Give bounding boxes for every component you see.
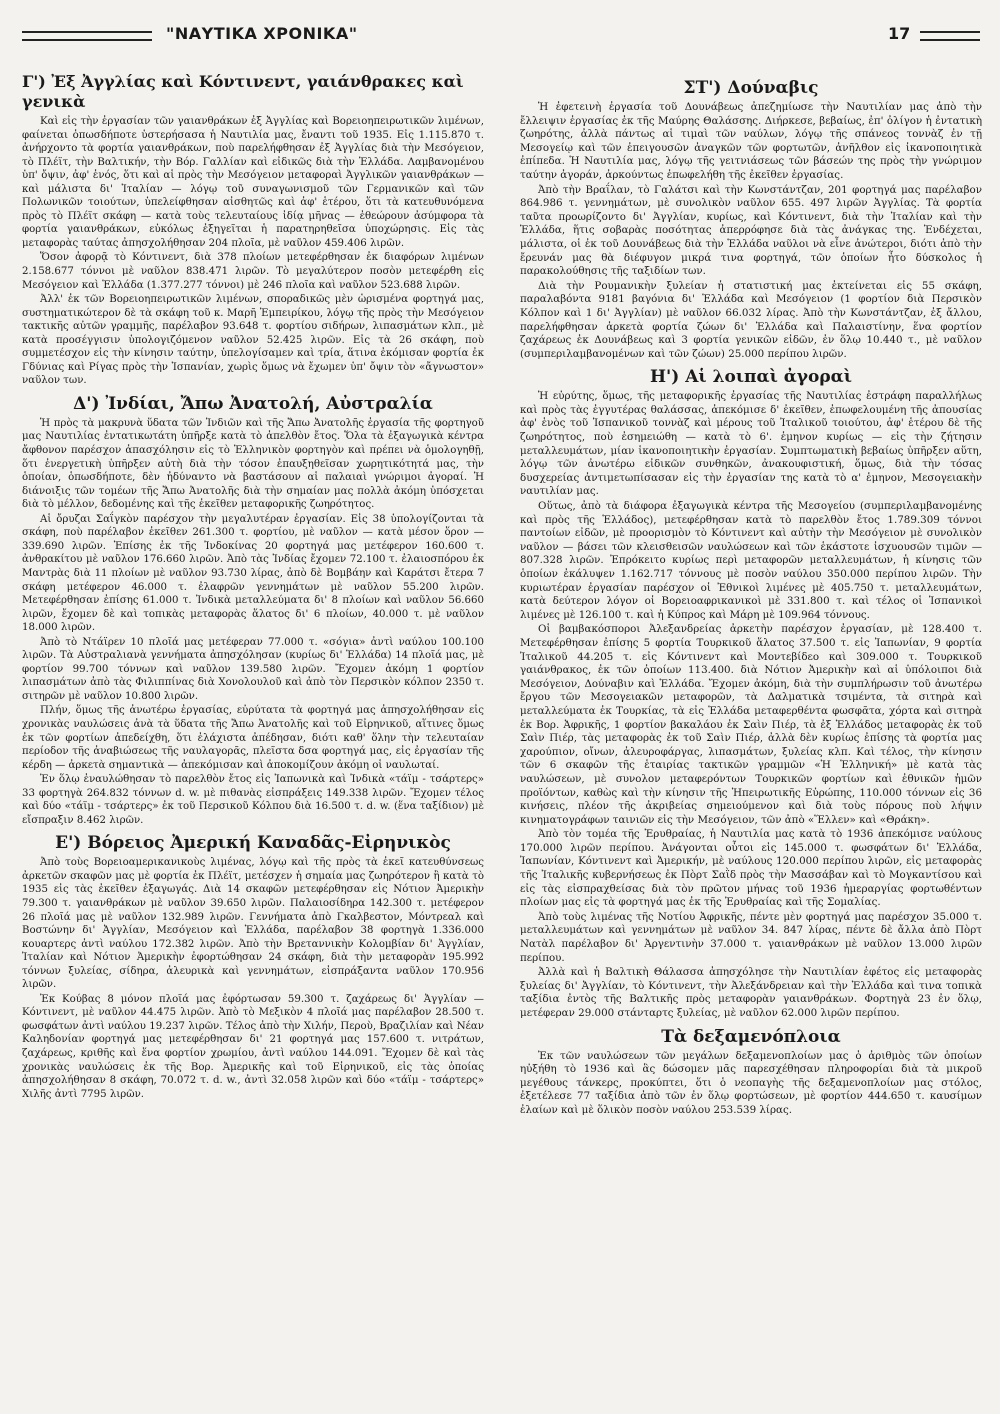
- section-coal-continent: [22, 72, 484, 388]
- page-header: [22, 22, 982, 48]
- paragraph: Ἡ πρὸς τὰ μακρυνὰ ὕδατα τῶν Ἰνδιῶν καὶ τῆς Ἄπω Ἀνατολῆς ἐργασία τῆς φορτηγοῦ μας Ναυτιλίας ἐντατικωτάτη ὑπῆρξε κατὰ τὸ ἀπελθὸν ἔτος. Ὅλα τὰ ἐξαγωγικὰ κέντρα ἄφθονον παρέσχον ἀπασχόλησιν εἰς τὸ Ἑλληνικὸν φορτηγὸν καὶ πρέπει νὰ ὁμολογηθῇ, ὅτι ἐνεργετικὴ ὑπῆρξεν αὐτὴ διὰ τὴν τόσον ἐπαυξηθεῖσαν χωρητικότητά μας, τὴν ὁποίαν, ὁπωσδήποτε, δὲν ἠδύναντο νὰ βαστάσουν αἱ παλαιαὶ γνώριμοι ἀγοραί. Ἡ διάνοιξις τῶν τομέων τῆς Ἄπω Ἀνατολῆς διὰ τὴν σημαίαν μας πολλὰ ἀκόμη ὑπόσχεται διὰ τὸ μέλλον, δεδομένης καὶ τῆς ἐκεῖθεν μεταφορικῆς ζωηρότητος.: [22, 417, 484, 511]
- section-title: Δ') Ἰνδίαι, Ἄπω Ἀνατολή, Αὐστραλία: [73, 393, 433, 414]
- paragraph: Καὶ εἰς τὴν ἐργασίαν τῶν γαιανθράκων ἐξ Ἀγγλίας καὶ Βορειοηπειρωτικῶν λιμένων, φαίνεται ὁπωσδήποτε ὑστερήσασα ἡ Ναυτιλία μας, ἔναντι τοῦ 1935. Εἰς 1.115.870 τ. ἀνήρχοντο τὰ φορτία γαιανθράκων, ποὺ παρελήφθησαν ἐξ Ἀγγλίας διὰ τὴν Μεσόγειον, τὸ Πλέϊτ, τὴν Βαλτικήν, τὴν Βόρ. Γαλλίαν καὶ εἰδικῶς διὰ τὴν Ἑλλάδα. Λαμβανομένου ὑπ' ὄψιν, ἀφ' ἑνός, ὅτι καὶ αἱ πρὸς τὴν Μεσόγειον μεταφοραὶ Ἀγγλικῶν γαιανθράκων — καὶ μάλιστα δι' Ἰταλίαν — λόγῳ τοῦ συναγωνισμοῦ τῶν Γερμανικῶν καὶ τῶν Πολωνικῶν τοιούτων, ὑπελείφθησαν αἰσθητῶς καὶ ἀφ' ἑτέρου, ὅτι τὰ κατευθυνόμενα πρὸς τὸ Πλέϊτ σκάφη — κατὰ τοὺς τελευταίους ἰδίᾳ μῆνας — ἐθεώρουν ἀσύμφορα τὰ φορτία γαιανθράκων, εὐκόλως ἐξηγεῖται ἡ παρατηρηθεῖσα ὑποχώρησις. Εἰς τὰς μεταφορὰς ταύτας ἀπησχολήθησαν 204 πλοῖα, μὲ ναῦλον 459.406 λιρῶν.: [22, 116, 484, 249]
- section-title: Ε') Βόρειος Ἀμερική Καναδᾶς-Εἰρηνικὸς: [55, 833, 451, 854]
- paragraph: Οἱ βαμβακόσποροι Ἀλεξανδρείας ἀρκετὴν παρέσχον ἐργασίαν, μὲ 128.400 τ. Μετεφέρθησαν ἐπίσης 5 φορτία Τουρκικοῦ ἅλατος 37.500 τ. εἰς Ἰαπωνίαν, 9 φορτία Ἰταλικοῦ 44.205 τ. εἰς Κόντινεντ καὶ Μοντεβίδεο καὶ 309.000 τ. Τουρκικοῦ γαιάνθρακος, ἐκ τῶν ὁποίων 113.400. διὰ Νότιον Ἀμερικὴν καὶ αἱ ὑπόλοιποι διὰ Μεσόγειον, Δούναβιν καὶ Ἑλλάδα. Ἔχομεν ἀκόμη, διὰ τὴν συμπλήρωσιν τοῦ ἀνωτέρω ἔργου τῶν Μεσογειακῶν μεταφορῶν, τὰ Δαλματικὰ τσιμέντα, τὰ σιτηρὰ καὶ μεταλλεύματα ἐκ Τουρκίας, τὰ εἰς Ἑλλάδα μεταφερθέντα φωσφᾶτα, χόρτα καὶ σιτηρὰ ἐκ Βορ. Ἀφρικῆς, 1 φορτίον βακαλάου ἐκ Σαὶν Πιέρ, τὰ ἐξ Ἑλλάδος μεταφορὰς ἐκ τοῦ Σαὶν Πιέρ, τὰς μεταφορὰς ἐκ τοῦ Σαὶν Πιέρ, ἀλλὰ δὲν κυρίως ἐπίσης τὰ φορτία μας χαρούπιον, οἴνων, ἀλευροφάργας, λιπασμάτων, ξυλείας κλπ. Καὶ τέλος, τὴν κίνησιν τῶν 6 σκαφῶν τῆς ἑταιρίας τακτικῶν γραμμῶν «Ἡ Ἑλληνική» μὲ κατὰ τὰς ναυλώσεων, μὲ συνολον μεταφερόντων Τουρκικῶν φορτίων καὶ ἐθνικῶν ἡμῶν προϊόντων, καθὼς καὶ τὴν κίνησιν τῆς Ἠπειρωτικῆς Εὐρώπης, 110.000 τόννων εἰς 36 κινήσεις, πλέον τῆς ἀκριβείας σημειούμενον καὶ διὰ τοὺς πόρους ποὺ λήψιν κινηματογράφων ταινιῶν εἰς τὴν Μεσόγειον, τῶν ἀπὸ «Ἕλλεν» καὶ «Θράκη».: [520, 623, 982, 826]
- paragraph: Ἀπὸ τοὺς Βορειοαμερικανικοὺς λιμένας, λόγῳ καὶ τῆς πρὸς τὰ ἐκεῖ κατευθύνσεως ἀρκετῶν σκαφῶν μας μὲ φορτία ἐκ Πλέϊτ, μετέσχεν ἡ σημαία μας ζωηρότερον ἢ κατὰ τὸ 1935 εἰς τὰς ἐκεῖθεν ἐξαγωγάς. Διὰ 14 σκαφῶν μετεφέρθησαν εἰς Νότιον Ἀμερικὴν 79.300 τ. γαιανθράκων μὲ ναῦλον 39.650 λιρῶν. Παλαιοσίδηρα 142.300 τ. μετέφερον 26 πλοῖά μας μὲ ναῦλον 132.989 λιρῶν. Γεννήματα ἀπὸ Γκαλβεστον, Μόντρεαλ καὶ Βοστώνην δι' Ἀγγλίαν, Μεσόγειον καὶ Ἑλλάδα, παρέλαβον 38 φορτηγὰ 1.336.000 κουαρτερς ἀντὶ ναύλου 172.382 λιρῶν. Ἀπὸ τὴν Βρεταννικὴν Κολομβίαν δι' Ἀγγλίαν, Ἰταλίαν καὶ Νότιον Ἀμερικὴν ἐφορτώθησαν 24 σκάφη, διὰ τὴν μεταφορὰν 195.992 τόννων ξυλείας, σίδηρα, ἀλευρικὰ καὶ γεννημάτων, εἰσπράξαντα ναῦλον 170.956 λιρῶν.: [22, 857, 484, 991]
- section-north-america: [22, 833, 484, 1101]
- paragraph: Οὕτως, ἀπὸ τὰ διάφορα ἐξαγωγικὰ κέντρα τῆς Μεσογείου (συμπεριλαμβανομένης καὶ πρὸς τῆς Ἑλλάδος), μετεφέρθησαν κατὰ τὸ παρελθὸν ἔτος 1.789.309 τόννοι παντοίων εἰδῶν, μὲ προορισμὸν τὸ Κόντινεντ καὶ αὐτὴν τὴν Μεσόγειον μὲ συνολικὸν ναῦλον — βάσει τῶν κλεισθεισῶν ναυλώσεων καὶ τῶν ἑκάστοτε ἰσχυουσῶν τιμῶν — 807.328 λιρῶν. Ἐπρόκειτο κυρίως περὶ μεταφορῶν μεταλλευμάτων, ἡ κίνησις τῶν ὁποίων ἐκάλυψεν 1.162.717 τόννους μὲ ποσὸν ναύλου 350.000 περίπου λιρῶν. Τὴν κυριωτέραν ἐργασίαν παρέσχον οἱ Ἐθνικοὶ λιμένες μὲ 405.750 τ. μεταλλευμάτων, κατὰ δεύτερον λόγον οἱ Βορειοαφρικανικοὶ μὲ 331.800 τ. καὶ τέλος οἱ Ἱσπανικοὶ λιμένες μὲ 126.100 τ. καὶ ἡ Κύπρος καὶ Μάρη μὲ 109.964 τόννους.: [520, 500, 982, 621]
- paragraph: Ἀπὸ τὴν Βραΐλαν, τὸ Γαλάτσι καὶ τὴν Κωνστάντζαν, 201 φορτηγά μας παρέλαβον 864.986 τ. γεννημάτων, μὲ συνολικὸν ναῦλον 655. 497 λιρῶν Ἀγγλίας. Τὰ φορτία ταῦτα προωρίζοντο δι' Ἀγγλίαν, κυρίως, καὶ Κόντινεντ, διὰ τὴν Ἰταλίαν καὶ τὴν Ἑλλάδα, ἥτις σοβαρὰς ποσότητας ἀπερρόφησε διὰ τὰς ἀνάγκας της. Ἐνδέχεται, μάλιστα, οἱ ἐκ τοῦ Δουνάβεως διὰ τὴν Ἑλλάδα ναῦλοι νὰ εἶνε ἀνώτεροι, διότι ἀπὸ τὴν ἔρευνάν μας θὰ διέφυγον μικρά τινα φορτηγά, τῶν ὁποίων ἦτο δύσκολος ἡ παρακολούθησις τῆς ταξιδίων των.: [520, 183, 982, 278]
- right-column: [520, 72, 982, 1119]
- left-column: [22, 72, 484, 1102]
- paragraph: Πλήν, ὅμως τῆς ἀνωτέρω ἐργασίας, εὐρύτατα τὰ φορτηγά μας ἀπησχολήθησαν εἰς χρονικὰς ναυλώσεις ἀνὰ τὰ ὕδατα τῆς Ἄπω Ἀνατολῆς καὶ τοῦ Εἰρηνικοῦ, αἵτινες ὅμως ἐκ τῶν φορτίων ἀπεδείχθη, ὅτι ἐλάχιστα ἀπέδησαν, διότι καθ' ὅλην τὴν τελευταίαν περίοδον τῆς ἀναβιώσεως τῆς ναυλαγορᾶς, πλεῖστα δσα φορτηγά μας, εἰς ἐργασίαν τῆς κέρδη — ἀρκετὰ σημαντικὰ — ἀπεκόμισαν καὶ ἀποκομίζουν ἀκόμη οἱ ναυλωταί.: [22, 705, 484, 771]
- paragraph: Ἀλλ' ἐκ τῶν Βορειοηπειρωτικῶν λιμένων, σποραδικῶς μὲν ὡρισμένα φορτηγά μας, συστηματικώτερον δὲ τὰ σκάφη τοῦ κ. Μαρῆ Ἐμπειρίκου, λόγῳ τῆς πρὸς τὴν Μεσόγειον τακτικῆς αὐτῶν γραμμῆς, παρέλαβον 93.648 τ. φορτίου σιδήρων, λιπασμάτων κλπ., μὲ κατὰ προσέγγισιν ὑπολογιζόμενον ναῦλον 52.425 λιρῶν. Εἰς τὰ 26 σκάφη, ποὺ συμμετέσχον εἰς τὴν κίνησιν ταύτην, ὑπελογίσαμεν καὶ τρία, ἅτινα ἐκόμισαν φορτία ἐκ Γδύνιας καὶ Ρίγας πρὸς τὴν Ἱσπανίαν, χωρὶς ὅμως νὰ ἔχωμεν ὑπ' ὄψιν τὸν «ἄγνωστον» ναῦλον των.: [22, 294, 484, 387]
- section-tankers: [520, 1027, 982, 1118]
- section-title: Τὰ δεξαμενόπλοια: [661, 1026, 841, 1047]
- section-title: ΣΤ') Δούναβις: [683, 78, 819, 98]
- header-rule-left: [22, 31, 152, 41]
- paragraph: Ἐκ τῶν ναυλώσεων τῶν μεγάλων δεξαμενοπλοίων μας ὁ ἀριθμὸς τῶν ὁποίων ηὐξήθη τὸ 1936 καὶ ἃς δώσομεν μᾶς παρεσχέθησαν πληροφορίαι διὰ τὰ μικροῦ μεγέθους τάνκερς, προκύπτει, ὅτι ὁ νεοπαγὴς τῆς δεξαμενοπλοίων μας στόλος, ἐξετέλεσε 77 ταξίδια ἀπὸ τῶν ἐν ὅλῳ φορτώσεων, μὲ φορτίον 444.650 τ. καυσίμων ἐλαίων καὶ μὲ ὅλικὸν ποσὸν ναύλου 253.539 λίρας.: [520, 1049, 982, 1116]
- paragraph: Ἡ ἐφετεινὴ ἐργασία τοῦ Δουνάβεως ἀπεζημίωσε τὴν Ναυτιλίαν μας ἀπὸ τὴν ἔλλειψιν ἐργασίας ἐκ τῆς Μαύρης Θαλάσσης. Διήρκεσε, βεβαίως, ἐπ' ὀλίγον ἡ ἐντατικὴ ζωηρότης, ἀλλὰ πάντως αἱ τιμαὶ τῶν ναύλων, λόγῳ τῆς σπάνεος τοννὰζ ἐν τῇ Μεσογείῳ καὶ τῶν ἐπειγουσῶν ἀναγκῶν τῶν φορτωτῶν, ἀνῆλθον εἰς ἱκανοποιητικὰ ἐπίπεδα. Ἡ Ναυτιλία μας, λόγῳ τῆς γειτνιάσεως τῶν βάσεών της πρὸς τὴν γνώριμον ταύτην ἀγοράν, ἀρκούντως ἐπωφελήθη τῆς ἐκεῖθεν ἐργασίας.: [520, 101, 982, 181]
- paragraph: Ἀπὸ τὸν τομέα τῆς Ἐρυθραίας, ἡ Ναυτιλία μας κατὰ τὸ 1936 ἀπεκόμισε ναύλους 170.000 λιρῶν περίπου. Ἀνάγονται οὗτοι εἰς 145.000 τ. φωσφάτων δι' Ἑλλάδα, Ἰαπωνίαν, Κόντινεντ καὶ Ἀμερικήν, μὲ ναύλους 120.000 περίπου λιρῶν, εἰς μεταφορὰς τῆς Ἰταλικῆς κυβερνήσεως ἐκ Πὸρτ Σαῒδ πρὸς τὴν Μασσάβαν καὶ τὸ Μογκαντίσου καὶ εἰς τὰς εἰσπραχθείσας διὰ τὸν πρῶτον μήνας τοῦ 1936 ἡμεραργίας φορτωθέντων πλοίων μας εἰς τὰ φορτηγά μας ἐκ τῆς Ἐρυθραίας καὶ τῆς Σομαλίας.: [520, 828, 982, 909]
- paragraph: Ἐν ὅλῳ ἐναυλώθησαν τὸ παρελθὸν ἔτος εἰς Ἰαπωνικὰ καὶ Ἰνδικὰ «τάϊμ - τσάρτερς» 33 φορτηγὰ 264.832 τόννων d. w. μὲ πιθανὰς εἰσπράξεις 149.338 λιρῶν. Ἔχομεν τέλος καὶ δύο «τάϊμ - τσάρτερς» ἐκ τοῦ Περσικοῦ Κόλπου διὰ 16.500 τ. d. w. (ἕνα ταξίδιον) μὲ εἴσπραξιν 8.462 λιρῶν.: [22, 774, 484, 826]
- paragraph: Ἀπὸ τοὺς λιμένας τῆς Νοτίου Ἀφρικῆς, πέντε μὲν φορτηγά μας παρέσχον 35.000 τ. μεταλλευμάτων καὶ γεννημάτων μὲ ναῦλον 34. 847 λίρας, πέντε δὲ ἄλλα ἀπὸ Πὸρτ Νατὰλ παρέλαβον δι' Ἀργεντινὴν 37.000 τ. γαιανθράκων μὲ ναῦλον 13.000 λιρῶν περίπου.: [520, 910, 982, 964]
- paragraph: Ἡ εὐρύτης, ὅμως, τῆς μεταφορικῆς ἐργασίας τῆς Ναυτιλίας ἐστράφη παραλλήλως καὶ πρὸς τὰς ἐγγυτέρας θαλάσσας, ἀπεκόμισε δ' ἐκεῖθεν, ἐπωφελουμένη τῆς ἀπουσίας ἀφ' ἑνὸς τοῦ Ἱσπανικοῦ τοννὰζ καὶ μέρους τοῦ Ἰταλικοῦ τοιούτου, ἀφ' ἑτέρου δὲ τῆς ζωηρότητος, ποὺ ἐσημειώθη — κατὰ τὸ 6'. ἑμηνον κυρίως — εἰς τὴν ζήτησιν μεταλλευμάτων, μίαν ἱκανοποιητικὴν ἐργασίαν. Συμπτωματικὴ βεβαίως ὑπῆρξεν αὕτη, λόγῳ τῶν ἀνωτέρω εἰδικῶν συνθηκῶν, ἀνακουφιστική, ὅμως, διὰ τὴν τόσας δυσχερείας ἀντιμετωπίσασαν εἰς τὴν ἐργασίαν της κατὰ τὸ α' ἑμηνον, Μεσογειακὴν ναυτιλίαν μας.: [520, 390, 982, 498]
- page-number: 17: [888, 24, 911, 43]
- paragraph: Διὰ τὴν Ρουμανικὴν ξυλείαν ἡ στατιστική μας ἐκτείνεται εἰς 55 σκάφη, παραλαβόντα 9181 βαγόνια δι' Ἑλλάδα καὶ Μεσόγειον (1 φορτίον διὰ Περσικὸν Κόλπον καὶ 1 δι' Ἀγγλίαν) μὲ ναῦλον 66.032 λίρας. Ἀπὸ τὴν Κωνστάντζαν, ἐξ ἄλλου, παρελήφθησαν ἀρκετὰ φορτία ζώων δι' Ἑλλάδα καὶ Παλαιστίνην, ἕνα φορτίον ζαχάρεως ἐκ Δουνάβεως καὶ 3 φορτία γενικῶν εἰδῶν, ἐν ὅλῳ 10.440 τ., μὲ ναῦλον (συμπεριλαμβανομένων καὶ τῶν ζώων) 25.000 περίπου λιρῶν.: [520, 279, 982, 360]
- paragraph: Ἐκ Κούβας 8 μόνον πλοῖά μας ἐφόρτωσαν 59.300 τ. ζαχάρεως δι' Ἀγγλίαν — Κόντινεντ, μὲ ναῦλον 44.475 λιρῶν. Ἀπὸ τὸ Μεξικὸν 4 πλοῖά μας παρέλαβον 28.500 τ. φωσφάτων ἀντὶ ναύλου 19.237 λιρῶν. Τέλος ἀπὸ τὴν Χιλήν, Περοὺ, Βραζιλίαν καὶ Νέαν Καληδονίαν φορτηγά μας μετεφέρθησαν δι' 21 φορτηγά μας 157.600 τ. νιτράτων, ζαχάρεως, κριθῆς καὶ ἕνα φορτίον χρωμίου, ἀντὶ ναύλου 144.091. Ἔχομεν δὲ καὶ τὰς χρονικὰς ναυλώσεις ἐκ τῆς Βορ. Ἀμερικῆς καὶ τοῦ Εἰρηνικοῦ, εἰς τὰς ὁποίας ἀπησχολήθησαν 8 σκάφη, 70.072 τ. d. w., ἀντὶ 32.058 λιρῶν καὶ δύο «τάϊμ - τσάρτερς» Χιλῆς ἀντὶ 7795 λιρῶν.: [22, 993, 484, 1100]
- publication-title: "ΝΑΥΤΙΚΑ ΧΡΟΝΙΚΑ": [166, 24, 358, 43]
- paragraph: Ἀλλὰ καὶ ἡ Βαλτικὴ Θάλασσα ἀπησχόλησε τὴν Ναυτιλίαν ἐφέτος εἰς μεταφορὰς ξυλείας δι' Ἀγγλίαν, τὸ Κόντινεντ, τὴν Ἀλεξάνδρειαν καὶ τὴν Ἑλλάδα καὶ τινα τοπικὰ ταξίδια ἐντὸς τῆς Βαλτικῆς πρὸς μεταφορὰν γαιανθράκων. Φορτηγὰ 23 ἐν ὅλῳ, μετέφεραν 29.000 στάνταρτς ξυλείας, μὲ ναῦλον 62.000 λιρῶν περίπου.: [520, 966, 982, 1019]
- section-india-far-east: [22, 394, 484, 827]
- section-title: Η') Αἱ λοιπαὶ ἀγοραὶ: [650, 367, 852, 388]
- newspaper-page: [22, 22, 982, 1394]
- paragraph: Ὅσον ἀφορᾷ τὸ Κόντινεντ, διὰ 378 πλοίων μετεφέρθησαν ἐκ διαφόρων λιμένων 2.158.677 τόννοι μὲ ναῦλον 838.471 λιρῶν. Τὸ μεγαλύτερον ποσὸν μετεφέρθη εἰς Μεσόγειον καὶ Ἑλλάδα (1.377.277 τόννοι) μὲ 246 πλοῖα καὶ ναῦλον 523.688 λιρῶν.: [22, 252, 484, 291]
- section-danube: [520, 78, 982, 361]
- paragraph: Αἱ ὄρυζαι Σαΐγκὸν παρέσχον τὴν μεγαλυτέραν ἐργασίαν. Εἰς 38 ὑπολογίζονται τὰ σκάφη, ποὺ παρέλαβον ἐκεῖθεν 261.300 τ. φορτίου, μὲ ναῦλον — κατὰ μέσον ὅρον — 339.690 λιρῶν. Ἐπίσης ἐκ τῆς Ἰνδοκίνας 20 φορτηγά μας μετέφερον 160.600 τ. ἀνθρακίτου μὲ ναῦλον 176.660 λιρῶν. Ἀπὸ τὰς Ἰνδίας ἔχομεν 72.100 τ. ἐλαιοσπόρου ἐκ Μαντρὰς διὰ 11 πλοίων μὲ ναῦλον 93.730 λίρας, ἀπὸ δὲ Βομβάην καὶ Καράτσι ἔτερα 7 σκάφη μετέφερον 46.000 τ. ἐλαφρῶν γεννημάτων μὲ ναῦλον 55.200 λιρῶν. Μετεφέρθησαν ἐπίσης 61.000 τ. Ἰνδικὰ μεταλλεύματα δι' 8 πλοίων καὶ ναῦλον 56.660 λιρῶν, ἔχομεν δὲ καὶ τοπικὰς μεταφορὰς ἅλατος δι' 6 πλοίων, 40.000 τ. μὲ ναῦλον 18.000 λιρῶν.: [22, 513, 484, 634]
- section-title: Γ') Ἐξ Ἀγγλίας καὶ Κόντινεντ, γαιάνθρακες καὶ γενικὰ: [22, 72, 464, 111]
- section-other-markets: [520, 367, 982, 1020]
- header-rule-right: [920, 31, 980, 41]
- paragraph: Ἀπὸ τὸ Ντάϊρεν 10 πλοῖά μας μετέφεραν 77.000 τ. «σόγια» ἀντὶ ναύλου 100.100 λιρῶν. Τὰ Αὐστραλιανὰ γεννήματα ἀπησχόλησαν (κυρίως δι' Ἑλλάδα) 14 πλοῖά μας, μὲ φορτίον 99.700 τόννων καὶ ναῦλον 139.580 λιρῶν. Ἔχομεν ἀκόμη 1 φορτίον λιπασμάτων ἀπὸ τὰς Φιλιππίνας διὰ Χονολουλοῦ καὶ ἀπὸ τὸν Περσικὸν κόλπον 2350 τ. σιτηρῶν μὲ ναῦλον 10.800 λιρῶν.: [22, 636, 484, 702]
